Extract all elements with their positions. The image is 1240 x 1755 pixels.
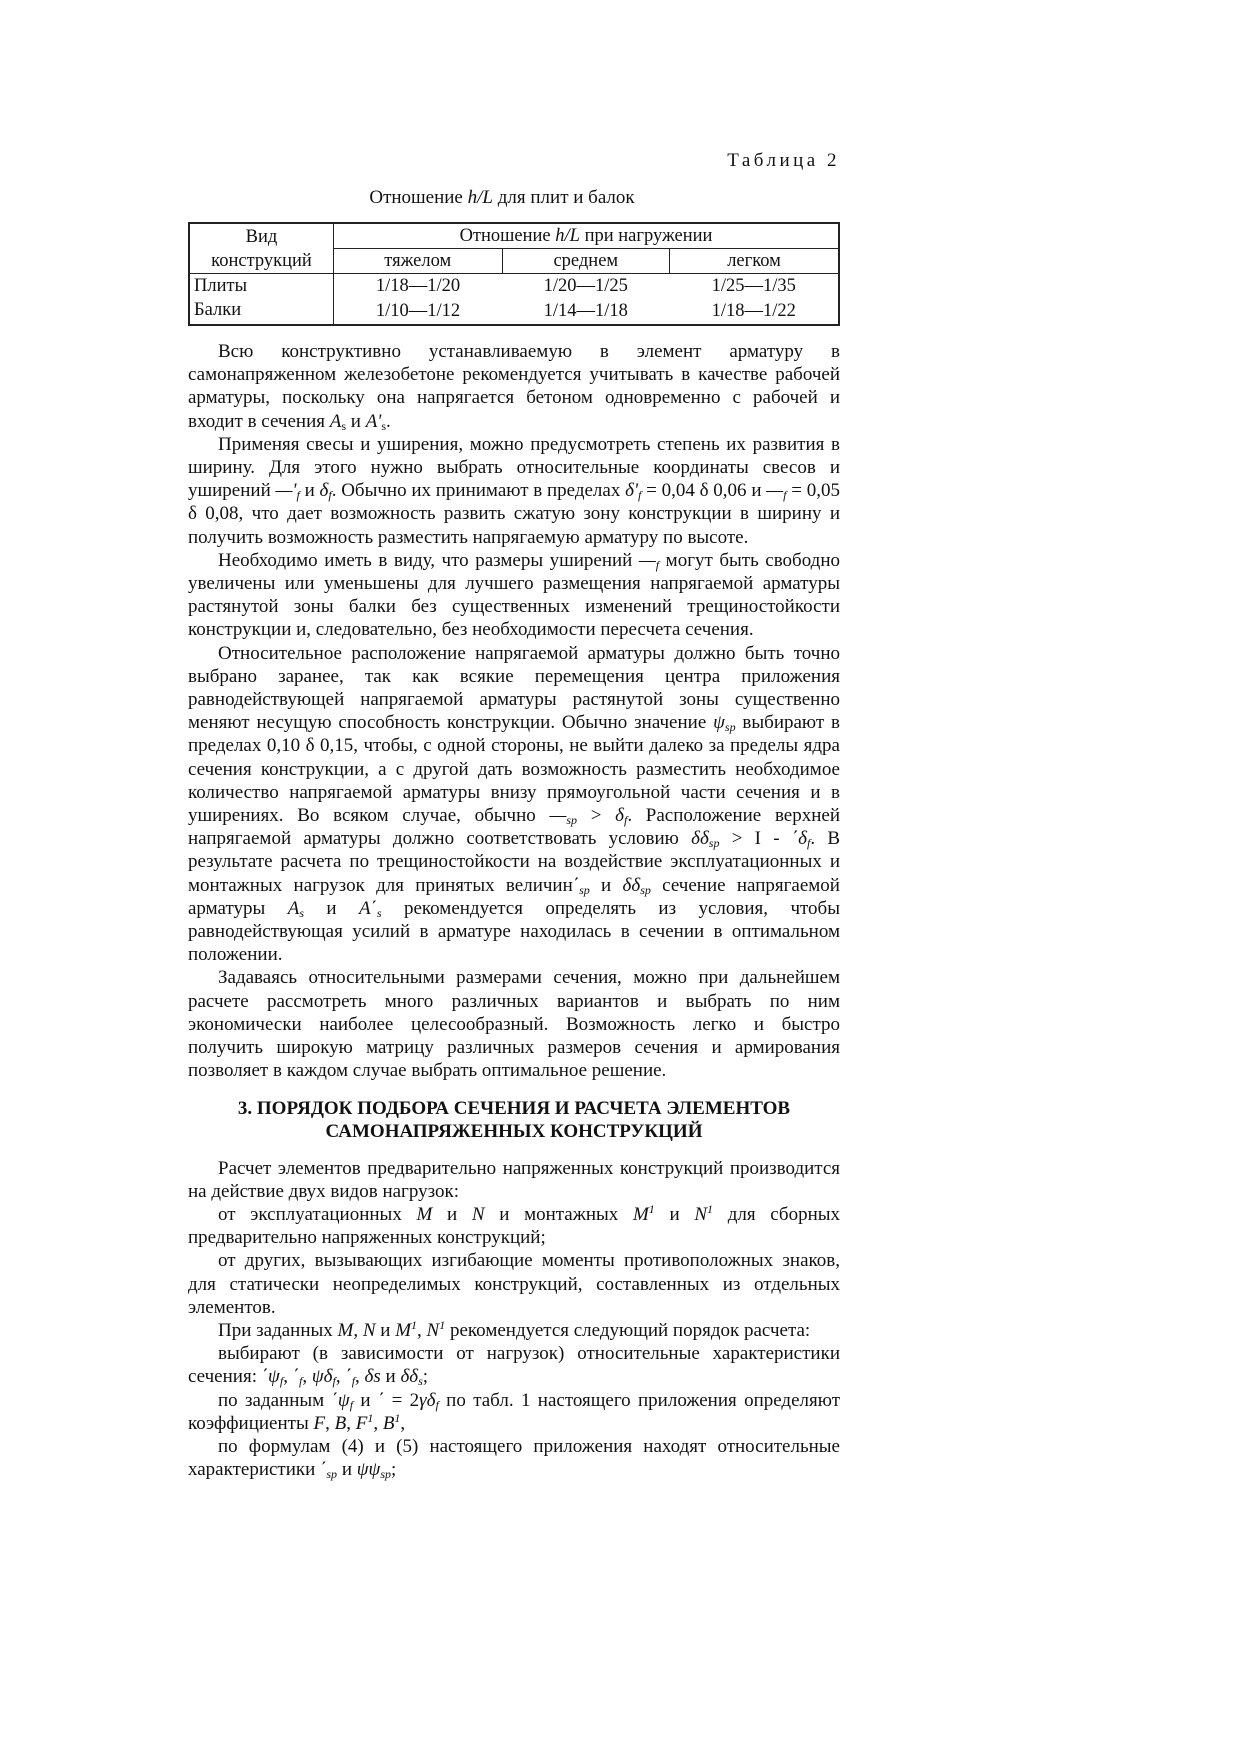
table-cell: 1/10—1/12 bbox=[375, 301, 461, 321]
body-text bbox=[188, 340, 840, 1481]
paragraph: Необходимо иметь в виду, что размеры уширений $—_f$ могут быть свободно увеличены или уменьшены для лучшего размещения напрягаемой арматуры растянутой зоны балки без существенных изменений трещиностойкости конструкции и, следовательно, без необходимости пересчета сечения. bbox=[188, 549, 840, 641]
table-cell: 1/20—1/25 bbox=[543, 276, 628, 296]
paragraph: Применяя свесы и уширения, можно предусмотреть степень их развития в ширину. Для этого нужно выбрать относительные координаты свесов и уширений $—'_f$ и $\delta_f$. Обычно их принимают в пределах $\delta'_f = 0,04$ δ 0,06 и $—_f = 0,05$ δ 0,08, что дает возможность развить сжатую зону конструкции в ширину и получить возможность разместить напрягаемую арматуру по высоте. bbox=[188, 433, 840, 548]
paragraph: от других, вызывающих изгибающие моменты противоположных знаков, для статически неопределимых конструкций, составленных из отдельных элементов. bbox=[188, 1250, 840, 1318]
table-title: Отношение h/L для плит и балок bbox=[369, 187, 635, 208]
paragraph: Относительное расположение напрягаемой арматуры должно быть точно выбрано заранее, так как всякие перемещения центра приложения равнодействующей напрягаемой арматуры растянутой зоны существенно меняют несущую способность конструкции. Обычно значение $\psi_{sp}$ выбирают в пределах 0,10 δ 0,15, чтобы, с одной стороны, не выйти далеко за пределы ядра сечения конструкции, а с другой дать возможность разместить необходимое количество напрягаемой арматуры внизу прямоугольной части сечения и в уширениях. Во всяком случае, обычно $—_{sp} > \delta_f$. Расположение верхней напрягаемой арматуры должно соответствовать условию $\delta\delta_{sp} > I - ΄\delta_f$. В результате расчета по трещиностойкости на воздействие эксплуатационных и монтажных нагрузок для принятых $величин΄_{sp}$ и $\delta\delta_{sp}$ сечение напрягаемой арматуры $A_s$ и $A΄_s$ рекомендуется определять из условия, чтобы равнодействующая усилий в арматуре находилась в сечении в оптимальном положении. bbox=[188, 642, 840, 966]
paragraph: по формулам (4) и (5) настоящего приложения находят относительные характеристики $΄_{sp}$ и $\psi\psi_{sp}$; bbox=[188, 1435, 840, 1482]
paragraph: по заданным $΄\psi_f$ и ΄ = $2\gamma\delta_f$ по табл. 1 настоящего приложения определяют коэффициенты F, B, $F^1$, $B^1$, bbox=[188, 1389, 840, 1434]
table-number-label: Таблица 2 bbox=[727, 150, 840, 171]
table-header-ratio-group: Отношение h/L при нагружении bbox=[334, 223, 840, 249]
table-row-name: Плиты bbox=[189, 274, 334, 299]
paragraph: При заданных M, N и $M^1$, $N^1$ рекомендуется следующий порядок расчета: bbox=[218, 1317, 811, 1341]
table-cell: 1/18—1/22 bbox=[711, 301, 796, 321]
table-cell: 1/14—1/18 bbox=[543, 301, 628, 321]
paragraph: Всю конструктивно устанавливаемую в элемент арматуру в самонапряженном железобетоне рекомендуется учитывать в качестве рабочей арматуры, поскольку она напрягается бетоном одновременно с рабочей и входит в сечения $A_s$ и $A'_s$. bbox=[188, 341, 840, 433]
table-subheader-heavy: тяжелом bbox=[334, 249, 503, 274]
paragraph: Задаваясь относительными размерами сечения, можно при дальнейшем расчете рассмотреть много различных вариантов и выбрать по ним экономически наиболее целесообразный. Возможность легко и быстро получить широкую матрицу различных размеров сечения и армирования позволяет в каждом случае выбрать оптимальное решение. bbox=[188, 967, 840, 1082]
table-row-name: Балки bbox=[189, 298, 334, 325]
table-subheader-medium: среднем bbox=[502, 249, 670, 274]
paragraph: от эксплуатационных M и N и монтажных $M^1$ и $N^1$ для сборных предварительно напряженных конструкций; bbox=[188, 1201, 841, 1249]
section-heading: 3. ПОРЯДОК ПОДБОРА СЕЧЕНИЯ И РАСЧЕТА ЭЛЕМЕНТОВ САМОНАПРЯЖЕННЫХ КОНСТРУКЦИЙ bbox=[237, 1097, 791, 1142]
table-header-construction-type: Вид конструкций bbox=[189, 223, 334, 274]
paragraph: выбирают (в зависимости от нагрузок) относительные характеристики сечения: $΄\psi_f$, $΄_f$, $\psi\delta_f$, $΄_f$, δs и $\delta\delta_s$; bbox=[188, 1343, 840, 1389]
table-cell: 1/25—1/35 bbox=[711, 276, 796, 296]
paragraph: Расчет элементов предварительно напряженных конструкций производится на действие двух видов нагрузок: bbox=[188, 1157, 840, 1202]
table-cell: 1/18—1/20 bbox=[375, 276, 461, 296]
table-row bbox=[189, 274, 839, 299]
ratio-table bbox=[188, 222, 840, 326]
table-row bbox=[189, 298, 839, 325]
table-subheader-light: легком bbox=[670, 249, 839, 274]
